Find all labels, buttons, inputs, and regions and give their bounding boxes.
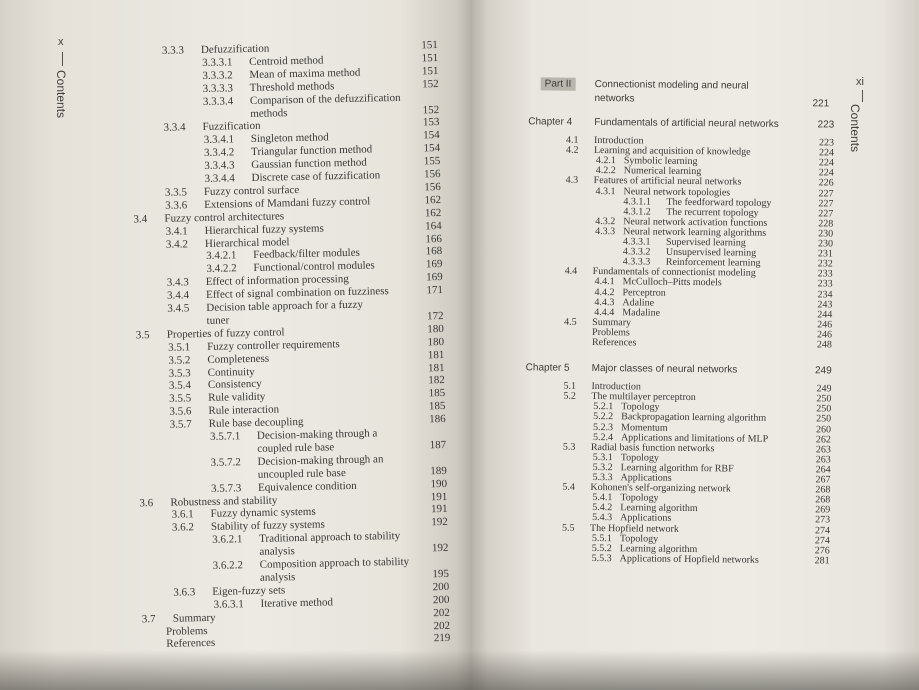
entry-page-number: 202 [433,619,451,632]
entry-number: 4.2.1 [595,155,616,167]
entry-title: Learning and acquisition of knowledge [593,145,751,158]
chapter-label: Chapter 5 [525,362,570,374]
right-running-head: Contents [848,104,862,153]
chapter-label: Chapter 4 [528,116,573,128]
entry-number: 3.3.4.4 [204,172,235,185]
entry-title: tuner [206,314,230,327]
entry-title: The Hopfield network [589,522,679,535]
chapter-page: 249 [814,365,832,377]
entry-title: Kohonen's self-organizing network [590,482,731,495]
entry-page-number: 168 [425,245,443,258]
entry-title: Problems [592,326,630,339]
entry-number: 3.3.4.3 [204,159,235,173]
entry-title: Iterative method [260,596,334,610]
toc-entry[interactable] [470,326,919,341]
entry-title: Numerical learning [623,165,702,178]
entry-page-number: 246 [817,319,833,331]
entry-page-number: 190 [430,477,448,490]
entry-number: 3.6 [139,496,154,509]
entry-title: Threshold methods [249,79,335,94]
entry-title: Perceptron [622,286,666,299]
entry-page-number: 153 [422,116,440,129]
entry-page-number: 227 [818,187,834,199]
entry-title: Hierarchical model [204,235,290,250]
entry-title: Summary [172,611,216,625]
entry-page-number: 230 [817,238,834,250]
part-label: Part II [541,77,576,90]
entry-page-number: 156 [424,180,441,194]
entry-number: 4.3.1.1 [623,195,652,208]
entry-title: Composition approach to stability [259,555,410,571]
entry-title: Neural network topologies [623,185,731,198]
entry-number: 3.5.7 [169,418,192,431]
entry-number: 4.3.3.1 [622,236,651,248]
entry-page-number: 192 [431,516,448,529]
entry-number: 3.4 [133,212,148,226]
entry-title: Fuzzy dynamic systems [210,506,316,521]
entry-page-number: 231 [817,248,833,260]
entry-page-number: 202 [433,606,450,619]
right-page [470,0,919,690]
entry-page-number: 152 [422,103,440,116]
entry-page-number: 268 [815,484,831,496]
entry-title: Stability of fuzzy systems [210,518,325,534]
entry-number: 3.5.5 [169,392,192,406]
entry-title: Applications of Hopfield networks [619,553,759,566]
entry-title: analysis [259,571,296,584]
entry-title: Introduction [594,134,644,147]
entry-title: Topology [621,401,660,413]
entry-number: 3.7 [141,612,156,625]
entry-title: Backpropagation learning algorithm [621,411,767,425]
entry-page-number: 267 [815,474,831,486]
entry-title: Fundamentals of connectionist modeling [592,266,756,279]
entry-title: uncoupled rule base [257,466,346,481]
entry-title: Mean of maxima method [249,66,361,81]
entry-number: 5.2.3 [593,421,614,433]
entry-title: Hierarchical fuzzy systems [204,222,324,237]
entry-page-number: 224 [818,157,834,169]
entry-number: 3.3.3.1 [202,56,233,69]
entry-page-number: 192 [431,542,449,555]
entry-page-number: 191 [430,503,448,516]
entry-title: Robustness and stability [170,494,278,509]
entry-page-number: 156 [423,168,441,181]
entry-number: 3.4.2.1 [206,249,237,263]
entry-number: 3.6.2 [171,521,195,535]
entry-page-number: 250 [816,393,832,405]
entry-number: 3.5.7.1 [209,430,241,443]
entry-title: Eigen-fuzzy sets [212,584,286,598]
entry-title: Neural network learning algorithms [623,226,767,239]
entry-page-number: 200 [432,593,450,606]
entry-title: Decision-making through an [257,453,384,468]
entry-page-number: 228 [818,218,834,230]
entry-title: Traditional approach to stability [259,530,401,546]
entry-page-number: 248 [816,339,833,351]
entry-number: 4.3.3.3 [622,256,651,268]
entry-title: Functional/control modules [253,259,375,275]
entry-number: 5.5.2 [591,542,612,554]
entry-page-number: 195 [432,567,450,581]
entry-title: References [591,336,637,349]
entry-title: References [166,637,216,651]
entry-title: Fuzzy control surface [203,183,300,198]
toc-entry[interactable] [5,580,470,599]
left-running-head: Contents [54,70,68,119]
entry-title: The recurrent topology [666,206,759,219]
entry-title: Learning algorithm [619,542,698,555]
entry-page-number: 274 [814,524,831,536]
entry-number: 3.3.3 [161,44,185,57]
entry-number: 3.3.5 [164,186,188,199]
entry-title: methods [250,106,288,120]
entry-page-number: 162 [424,206,442,220]
entry-title: coupled rule base [257,441,335,455]
part-page: 221 [812,98,830,110]
entry-number: 3.5.6 [169,405,192,418]
toc-entry[interactable] [470,461,918,476]
entry-title: Equivalence condition [257,479,357,494]
entry-title: Singleton method [250,131,329,146]
toc-entry[interactable] [470,295,919,311]
entry-number: 5.5.1 [591,532,612,544]
entry-title: Decision-making through a [256,427,378,442]
toc-entry[interactable] [472,144,919,159]
toc-entry[interactable] [3,477,470,495]
entry-number: 4.3 [565,175,579,187]
entry-page-number: 244 [817,309,833,321]
entry-page-number: 186 [429,413,446,426]
entry-page-number: 224 [818,167,834,179]
toc-entry[interactable] [470,305,919,321]
entry-number: 4.2 [565,144,579,156]
entry-page-number: 169 [425,258,443,271]
entry-title: analysis [259,545,296,558]
toc-entry[interactable] [0,39,464,57]
entry-number: 3.5.7.2 [210,456,241,469]
entry-title: Applications [620,512,672,525]
entry-page-number: 243 [817,298,833,311]
entry-number: 5.2.4 [592,431,614,443]
toc-entry[interactable] [0,116,465,135]
entry-number: 5.2.2 [593,411,614,423]
entry-page-number: 151 [421,64,439,78]
toc-entry[interactable] [0,322,470,342]
entry-title: Symbolic learning [623,155,698,168]
entry-page-number: 154 [423,142,441,155]
entry-number: 5.5.3 [591,552,612,564]
entry-number: 4.1 [566,134,579,146]
entry-page-number: 187 [429,438,447,452]
entry-number: 3.3.3.2 [202,69,233,82]
entry-page-number: 263 [815,454,831,466]
entry-title: Properties of fuzzy control [166,326,285,341]
entry-number: 4.3.3 [595,225,616,238]
entry-number: 3.5.2 [168,353,191,367]
entry-title: Continuity [207,365,255,379]
entry-page-number: 227 [818,208,834,220]
toc-entry[interactable] [5,554,470,572]
entry-number: 3.6.1 [171,508,194,522]
entry-number: 4.3.1 [595,185,616,197]
entry-number: 3.4.5 [167,302,190,315]
entry-title: Supervised learning [665,236,746,249]
entry-number: 3.4.3 [166,276,189,289]
entry-number: 4.5 [564,316,577,328]
entry-title: Comparison of the defuzzification [249,91,401,107]
entry-number: 3.6.3 [173,586,196,599]
entry-page-number: 230 [818,228,834,240]
entry-page-number: 281 [814,555,830,567]
entry-number: 3.3.4 [163,121,186,135]
entry-title: The feedforward topology [666,196,772,209]
entry-title: Discrete case of fuzzification [251,169,381,184]
entry-title: Fuzzy controller requirements [206,337,340,353]
entry-page-number: 171 [426,284,444,297]
entry-page-number: 185 [428,387,446,400]
entry-number: 3.6.3.1 [213,597,244,611]
entry-page-number: 181 [427,348,445,361]
entry-page-number: 274 [814,534,830,547]
entry-page-number: 250 [816,403,832,415]
toc-entry[interactable] [6,619,470,638]
entry-number: 5.4.1 [592,492,613,504]
toc-entry[interactable] [470,410,918,425]
entry-title: Applications and limitations of MLP [620,431,769,445]
entry-title: Centroid method [249,54,324,68]
entry-page-number: 232 [817,258,833,270]
entry-title: Rule base decoupling [208,416,304,431]
toc-entry[interactable] [470,521,917,536]
entry-page-number: 169 [426,271,443,284]
chapter-heading[interactable] [472,116,919,131]
entry-title: Fuzzy control architectures [164,209,285,225]
entry-page-number: 273 [815,514,831,526]
right-page-number: xi [856,76,864,88]
entry-page-number: 154 [423,129,440,142]
entry-number: 5.3.3 [592,471,613,484]
entry-page-number: 268 [815,494,831,506]
entry-title: The multilayer perceptron [591,391,696,404]
entry-page-number: 155 [423,155,441,168]
toc-entry[interactable] [470,481,917,496]
entry-number: 3.6.2.1 [212,533,243,547]
entry-page-number: 249 [816,383,832,395]
entry-title: Introduction [591,381,641,393]
entry-page-number: 200 [432,580,450,594]
entry-title: Triangular function method [250,143,373,159]
entry-title: Applications [620,472,672,484]
entry-number: 3.4.2.2 [206,262,237,276]
part-heading [541,78,576,89]
entry-page-number: 219 [433,632,451,645]
entry-page-number: 233 [817,268,833,280]
entry-number: 3.6.2.2 [212,559,244,572]
entry-page-number: 164 [425,219,442,232]
entry-page-number: 224 [818,147,835,159]
toc-entry[interactable] [470,501,917,516]
entry-number: 3.5 [135,328,150,342]
entry-title: Effect of signal combination on fuzziness [205,285,389,302]
toc-entry[interactable] [6,632,470,651]
entry-number: 3.3.6 [165,199,188,212]
entry-title: Feedback/filter modules [253,247,360,262]
toc-entry[interactable] [470,336,919,351]
entry-number: 5.4 [562,481,576,493]
entry-number: 4.3.2 [595,215,616,228]
entry-page-number: 182 [428,374,446,387]
entry-page-number: 180 [427,335,445,349]
entry-title: Summary [592,316,632,329]
entry-number: 5.1 [563,380,577,392]
entry-page-number: 262 [815,433,832,446]
entry-title: Defuzzification [200,42,270,57]
entry-number: 3.5.3 [168,366,191,380]
part-title-line1: Connectionist modeling and neural [594,78,749,92]
entry-number: 5.2.1 [593,401,614,413]
chapter-title: Fundamentals of artificial neural networks [594,116,779,130]
entry-number: 4.4.3 [594,296,615,308]
entry-number: 5.3.1 [592,451,613,463]
entry-page-number: 269 [815,504,831,516]
right-toc-list [470,0,919,690]
entry-title: Gaussian function method [251,156,367,172]
entry-number: 3.3.4.2 [203,146,235,160]
entry-page-number: 185 [428,400,446,413]
toc-entry[interactable] [470,430,918,446]
toc-entry[interactable] [2,451,470,469]
entry-title: Topology [619,532,659,545]
entry-number: 5.4.2 [592,502,613,514]
left-page-number: x [58,36,64,48]
entry-title: Momentum [621,421,668,434]
entry-title: Learning algorithm for RBF [620,462,734,475]
entry-title: Madaline [622,306,661,319]
entry-title: Features of artificial neural networks [593,175,742,188]
entry-page-number: 226 [818,177,834,189]
entry-number: 4.3.3.2 [622,246,651,258]
entry-title: Unsupervised learning [665,246,757,259]
entry-number: 5.2 [563,390,576,402]
entry-number: 4.4.1 [594,276,615,288]
entry-number: 3.3.3.4 [202,94,234,108]
entry-page-number: 151 [421,51,439,65]
entry-title: Effect of information processing [205,273,349,289]
entry-title: Completeness [207,352,270,366]
entry-page-number: 191 [430,490,448,503]
toc-entry[interactable] [470,380,919,395]
entry-number: 3.5.7.3 [210,481,242,495]
entry-page-number: 227 [818,197,834,210]
entry-title: Topology [620,452,660,464]
entry-page-number: 181 [427,361,445,374]
entry-number: 5.5 [561,522,575,534]
entry-title: Neural network activation functions [623,216,768,229]
entry-number: 3.3.3.3 [202,82,234,95]
entry-title: McCulloch–Pitts models [622,276,722,289]
entry-number: 5.3 [562,441,576,453]
entry-number: 3.4.1 [165,224,188,238]
entry-page-number: 189 [430,464,447,477]
entry-number: 5.4.3 [592,512,613,524]
chapter-heading[interactable] [470,362,919,377]
entry-title: Fuzzification [202,120,261,134]
entry-number: 4.4.4 [594,306,615,318]
entry-page-number: 263 [815,444,831,456]
entry-number: 3.3.4.1 [203,133,235,147]
entry-page-number: 162 [424,193,442,207]
entry-page-number: 260 [816,423,832,435]
chapter-title: Major classes of neural networks [591,363,738,376]
toc-entry[interactable] [470,531,917,547]
entry-number: 4.2.2 [595,165,616,177]
entry-title: Rule interaction [208,403,280,418]
entry-title: Reinforcement learning [665,256,761,269]
entry-number: 3.5.1 [168,340,191,354]
toc-entry[interactable] [470,390,918,405]
entry-number: 4.3.1.2 [623,205,651,218]
entry-page-number: 234 [817,288,833,300]
entry-page-number: 151 [421,39,438,52]
chapter-page: 223 [817,119,835,131]
entry-title: Extensions of Mamdani fuzzy control [204,195,371,211]
entry-title: Radial basis function networks [590,441,715,454]
entry-number: 4.4 [564,265,578,278]
entry-page-number: 246 [817,329,833,341]
entry-number: 3.4.2 [165,237,189,251]
entry-page-number: 233 [817,278,833,290]
entry-page-number: 223 [819,137,835,149]
entry-title: Rule validity [208,391,266,405]
entry-number: 3.4.4 [166,289,190,302]
entry-page-number: 250 [816,413,832,425]
toc-entry[interactable] [470,541,917,557]
entry-page-number: 276 [814,545,830,557]
entry-page-number: 180 [427,322,444,336]
entry-page-number: 172 [426,309,444,323]
entry-number: 5.3.2 [592,461,613,474]
entry-title: Topology [620,492,659,504]
entry-number: 4.4.2 [594,286,615,298]
entry-page-number: 166 [425,232,443,245]
entry-page-number: 264 [815,464,831,476]
entry-title: Problems [165,624,208,638]
entry-title: Learning algorithm [620,502,698,515]
entry-title: Adaline [622,296,655,309]
entry-page-number: 152 [422,77,439,91]
part-title-line2: networks [594,92,635,105]
entry-title: Decision table approach for a fuzzy [206,298,364,314]
entry-number: 3.5.4 [168,379,192,393]
toc-entry[interactable] [472,134,919,149]
entry-title: Consistency [207,378,262,392]
